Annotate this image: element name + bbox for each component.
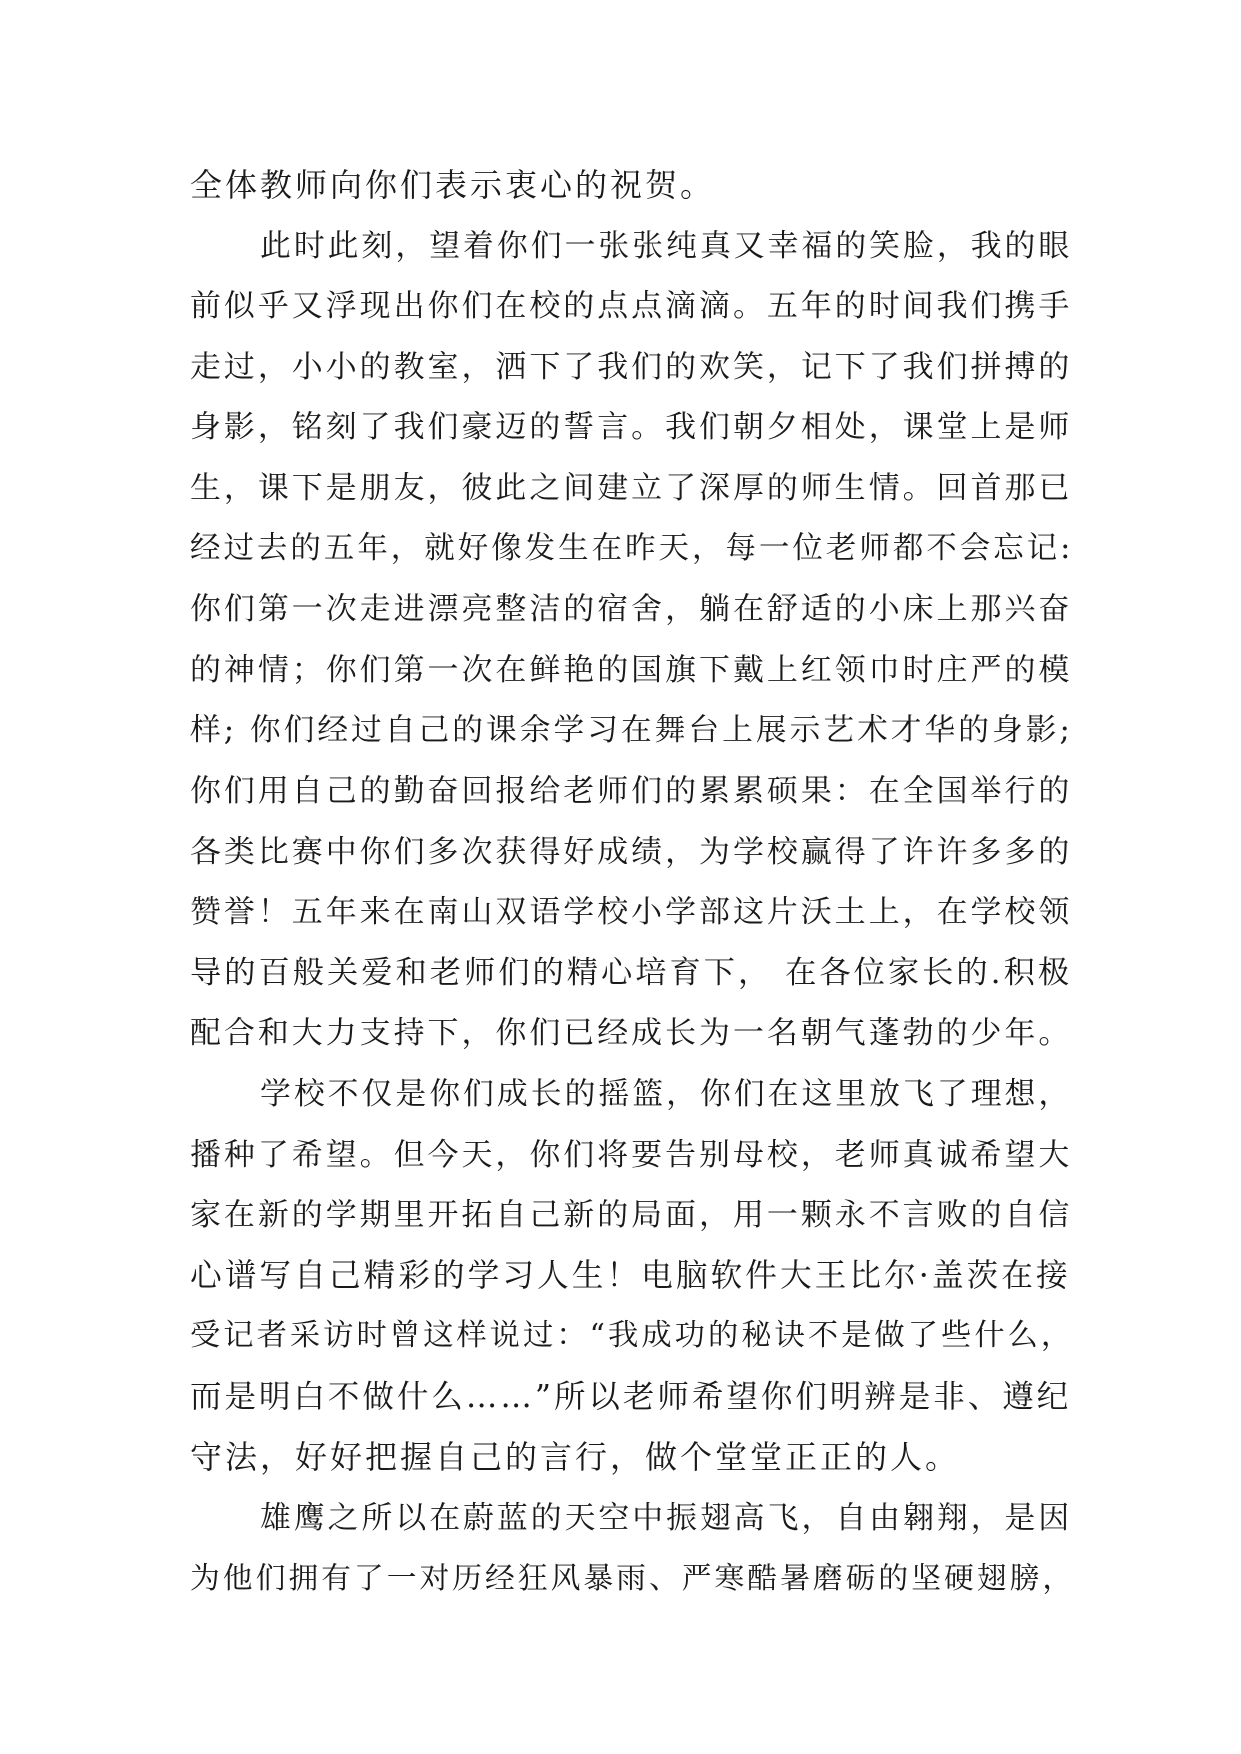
- text-line: 各类比赛中你们多次获得好成绩，为学校赢得了许许多多的: [190, 833, 1073, 870]
- text-line: 你们第一次走进漂亮整洁的宿舍，躺在舒适的小床上那兴奋: [190, 591, 1073, 628]
- text-line: 心谱写自己精彩的学习人生！电脑软件大王比尔·盖茨在接: [190, 1257, 1071, 1294]
- text-line: 此时此刻，望着你们一张张纯真又幸福的笑脸，我的眼: [260, 227, 1073, 264]
- body-text: [190, 155, 1076, 1609]
- text-line: 家在新的学期里开拓自己新的局面，用一颗永不言败的自信: [190, 1197, 1073, 1234]
- text-line: 全体教师向你们表示衷心的祝贺。: [190, 166, 716, 204]
- text-line: 前似乎又浮现出你们在校的点点滴滴。五年的时间我们携手: [190, 288, 1073, 325]
- text-line: 播种了希望。但今天，你们将要告别母校，老师真诚希望大: [190, 1136, 1073, 1173]
- text-line: 的神情；你们第一次在鲜艳的国旗下戴上红领巾时庄严的模: [190, 651, 1073, 688]
- text-line: 导的百般关爱和老师们的精心培育下， 在各位家长的.积极: [190, 954, 1073, 991]
- text-line: 你们用自己的勤奋回报给老师们的累累硕果：在全国举行的: [190, 772, 1073, 809]
- text-line: 生，课下是朋友，彼此之间建立了深厚的师生情。回首那已: [190, 469, 1073, 506]
- text-line: 赞誉！五年来在南山双语学校小学部这片沃土上，在学校领: [190, 894, 1073, 931]
- text-line: 受记者采访时曾这样说过：“我成功的秘诀不是做了些什么，: [190, 1318, 1075, 1354]
- text-line: 学校不仅是你们成长的摇篮，你们在这里放飞了理想，: [260, 1075, 1073, 1112]
- text-line: 身影，铭刻了我们豪迈的誓言。我们朝夕相处，课堂上是师: [190, 409, 1073, 446]
- text-line: 经过去的五年，就好像发生在昨天，每一位老师都不会忘记:: [190, 530, 1074, 566]
- text-line: 走过，小小的教室，洒下了我们的欢笑，记下了我们拼搏的: [190, 348, 1073, 385]
- text-line: 雄鹰之所以在蔚蓝的天空中振翅高飞，自由翱翔，是因: [260, 1500, 1073, 1537]
- text-line: 而是明白不做什么……”所以老师希望你们明辨是非、遵纪: [190, 1378, 1072, 1415]
- text-line: 配合和大力支持下，你们已经成长为一名朝气蓬勃的少年。: [190, 1015, 1073, 1052]
- text-line: 样; 你们经过自己的课余学习在舞台上展示艺术才华的身影;: [190, 712, 1073, 749]
- text-line: 为他们拥有了一对历经狂风暴雨、严寒酷暑磨砺的坚硬翅膀，: [190, 1560, 1076, 1596]
- text-line: 守法，好好把握自己的言行，做个堂堂正正的人。: [190, 1438, 961, 1477]
